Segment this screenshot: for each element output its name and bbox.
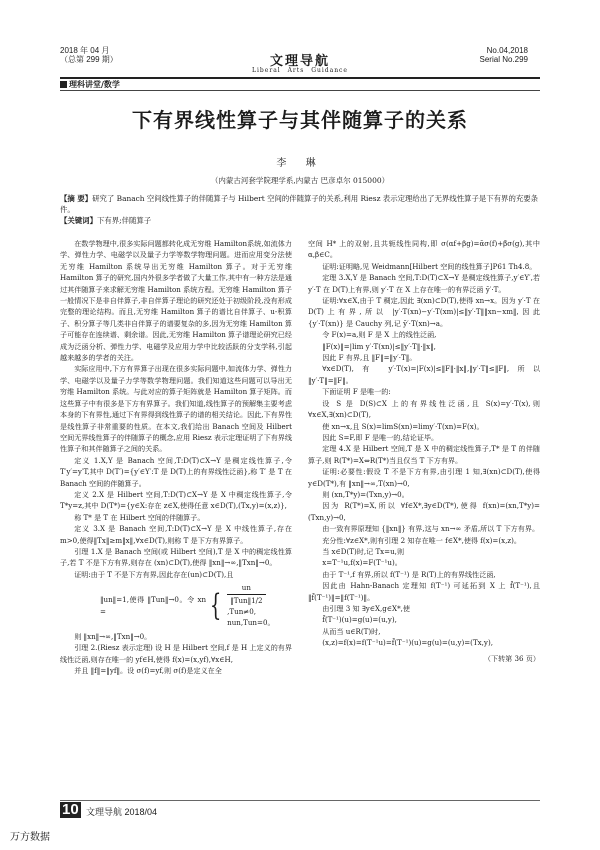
keywords-text: 下有界;伴随算子 bbox=[96, 216, 152, 225]
proof-1-end: 则 ‖xn‖→∞,‖Txn‖→0。 bbox=[74, 631, 152, 641]
body-left-column bbox=[60, 238, 292, 676]
lemma-2: 引理 2.(Riesz 表示定理) 设 H 是 Hilbert 空间,f 是 H 上定义的有界线性泛函,则存在唯一的 yf∈H,使得 f(x)=(x,yf),∀x∈H, bbox=[60, 643, 292, 664]
section-square-icon bbox=[60, 81, 67, 88]
proof-4-line: f̄(T⁻¹)(u)=g(u)=(u,y), bbox=[322, 615, 397, 625]
fraction-denominator: ‖Tun‖1/2 bbox=[230, 595, 263, 605]
proof-3-line: 设 S 是 D(S)⊂X 上的有界线性泛函,且 S(x)=y′·T(x),则 ∀x∈X,∃(xn)⊂D(T), bbox=[308, 398, 540, 420]
lemma-2-cont: 并且 ‖f‖=‖yf‖。设 σ(f)=yf,则 σ(f)是定义在全 bbox=[74, 666, 222, 676]
definition-1: 定义 1.X,Y 是 Banach 空间,T:D(T)⊂X→Y 是稠定线性算子,令 T′y′=y′T,其中 D(T′)={y′∈Y′:T 是 D(T)上的有界线性泛函},称 T′ 是 T 在 Banach 空间的伴随算子。 bbox=[60, 455, 292, 488]
formula-lhs: ‖un‖=1,使得 ‖Tun‖→0。令 xn = bbox=[100, 595, 207, 616]
proof-4-line: (x,z)=f(x)=f(T⁻¹u)=f̄(T⁻¹)(u)=g(u)=(u,y)=(Tx,y), bbox=[322, 638, 493, 648]
lemma-2-end: 空间 H* 上的双射,且共轭线性同构,即 σ(αf+βg)=ᾱσ(f)+β̄σ(g),其中 α,β∈C。 bbox=[308, 239, 540, 260]
header-date: 2018 年 04 月 bbox=[60, 46, 110, 55]
formula-case-2: nun,Tun=0。 bbox=[227, 618, 275, 628]
header-number: No.04,2018 bbox=[486, 46, 528, 55]
definition-2: 定义 2.X 是 Hilbert 空间,T:D(T)⊂X→Y 是 X 中稠定线性算子,令 T*y=z,其中 D(T*)={y∈X:存在 z∈X,使得任意 x∈D(T),(Tx,y)=(x,z)}, bbox=[60, 489, 292, 511]
header-rule bbox=[60, 77, 540, 79]
proof-3-line: ‖F(x)‖=|lim y′·T(xn)|≤‖y′·T‖·‖x‖, bbox=[322, 341, 436, 351]
body-right-column bbox=[308, 238, 540, 664]
definition-3: 定义 3.X 是 Banach 空间,T:D(T)⊂X→Y 是 X 中线性算子,存在 m>0,使得‖Tx‖≥m‖x‖,∀x∈D(T),则称 T 是下方有界算子。 bbox=[60, 524, 292, 545]
section-rule bbox=[60, 90, 540, 91]
section-label bbox=[60, 79, 120, 90]
fraction bbox=[227, 582, 265, 606]
proof-3-line: 因此 S=F,即 F 是唯一的,结论证毕。 bbox=[322, 432, 439, 442]
proof-4: 证明:必要性:假设 T 不是下方有界,由引理 1 知,∃(xn)⊂D(T),使得 y∈D(T*),有 ‖xn‖→∞,T(xn)→0, bbox=[308, 467, 540, 488]
paragraph: 在数学物理中,很多实际问题都转化成无穷维 Hamilton系统,如流体力学、弹性力学、电磁学以及量子力学等数学物理问题。进而应用变分法使无穷维 Hamilton 系统导出无穷维 Hamilton 算子。对于无穷维 Hamilton 算子的研究,国内外很多学者做了大量工作,其中有一种方法是通过其伴随算子来求解无穷维 Hamilton 系统方程。无穷维 Hamilton 算子一般情况下是非自伴算子,非自伴算子理论的研究还处于初级阶段,没有形成完整的理论结构。而且,无穷维 Hamilton 算子的谱比自伴算子、u-积算子、积分算子等几类非自伴算子的谱要复杂的多,因为无穷维 Hamilton 算子可能存在连续谱、剩余谱。因此,无穷维 Hamilton 算子谱理论研究已经成为泛函分析、弹性力学、电磁学及应用力学中比较活跃的分支学科,引起越来越多的学者的关注。 bbox=[60, 239, 292, 363]
article-affiliation: （内蒙古河套学院理学系,内蒙古 巴彦卓尔 015000） bbox=[210, 176, 390, 185]
proof-4-line: 因此由 Hahn-Banach 定理知 f(T⁻¹) 可延拓到 X 上 f̄(T⁻¹),且 ‖f̄(T⁻¹)‖=‖f(T⁻¹)‖。 bbox=[308, 581, 540, 602]
proof-4-line: 因为 R(T*)=X,所以 ∀f∈X*,∃y∈D(T*),使得 f(xn)=(xn,T*y)=(Txn,y)→0, bbox=[308, 501, 540, 522]
case-condition: ,Tun≠0, bbox=[227, 607, 257, 616]
continued-note: （下转第 36 页） bbox=[483, 653, 540, 663]
proof-3-line: 令 F(x)=a,则 F 是 X 上的线性泛函, bbox=[322, 330, 437, 340]
abstract-block bbox=[60, 193, 540, 226]
section-text: 理科讲堂/数学 bbox=[69, 79, 120, 89]
abstract-text: 研究了 Banach 空间线性算子的伴随算子与 Hilbert 空间的伴随算子的关系,利用 Riesz 表示定理给出了无界线性算子是下有界的充要条件。 bbox=[60, 194, 539, 214]
fraction-numerator: un bbox=[227, 582, 265, 594]
lemma-1: 引理 1.X 是 Banach 空间(或 Hilbert 空间),T 是 X 中的稠定线性算子,若 T 不是下方有界,则存在 (xn)⊂D(T),使得 ‖xn‖→∞,‖Txn‖→0。 bbox=[60, 546, 292, 568]
proof-3-line: 因此 F 有界,且 ‖F‖=‖y′·T‖。 bbox=[322, 353, 417, 363]
proof-3-line: ∀x∈D(T),有 y′·T(x)=|F(x)|≤‖F‖·‖x‖,‖y′·T‖≤‖F‖,所以 ‖y′·T‖=‖F‖。 bbox=[308, 364, 540, 385]
theorem-4: 定理 4.X 是 Hilbert 空间,T 是 X 中的稠定线性算子,T* 是 T 的伴随算子,则 R(T*)=X⇔R(T*)当且仅当 T 下方有界。 bbox=[308, 444, 540, 465]
footer-rule bbox=[60, 800, 540, 801]
header-total-issue: （总第 299 期） bbox=[60, 55, 118, 64]
proof-4-line: 从而当 u∈R(T)时, bbox=[322, 626, 381, 636]
brace-symbol: { bbox=[209, 587, 222, 623]
magazine-subtitle: Liberal Arts Guidance bbox=[252, 67, 348, 74]
header-serial: Serial No.299 bbox=[479, 55, 528, 64]
proof-4-line: 充分性:∀z∈X*,则有引理 2 知存在唯一 f∈X*,使得 f(x)=(x,z)。 bbox=[322, 535, 521, 545]
proof-4-line: 当 x∈D(T)时,记 Tx=u,则 bbox=[322, 546, 405, 556]
definition-2-cont: 称 T* 是 T 在 Hilbert 空间的伴随算子。 bbox=[74, 512, 205, 522]
proof-2: 证明:证明略,见 Weidmann[Hilbert 空间的线性算子]P61 Th4.8。 bbox=[322, 261, 537, 271]
proof-3-line: 使 xn→x,且 S(x)=limS(xn)=limy′·T(xn)=F(x)。 bbox=[322, 421, 484, 431]
paragraph: 实际应用中,下方有界算子出现在很多实际问题中,如流体力学、弹性力学、电磁学以及量子力学等数学物理问题。我们知道这些问题可以导出无穷维 Hamilton 系统。与此对应的算子矩阵就是 Hamilton 算子矩阵。而这些算子中有很多是下方有界算子。我们知道,线性算子的预解集主要考虑本身的下有界性,通过下有界得到线性算子的谱的相关结论。因此,下有界性是线性算子非常重要的性质。在本文,我们给出 Banach 空间及 Hilbert 空间无界线性算子的伴随算子的概念,应用 Riesz 表示定理证明了下有界线性算子和其伴随算子之间的关系。 bbox=[60, 364, 292, 454]
proof-4-line: 由一致有界原理知 {‖xn‖} 有界,这与 xn→∞ 矛盾,所以 T 下方有界。 bbox=[322, 524, 540, 534]
abstract bbox=[60, 193, 540, 215]
footer-journal: 文理导航 2018/04 bbox=[86, 807, 158, 817]
keywords-label: 【关键词】 bbox=[60, 216, 97, 225]
proof-4-line: 由于 T⁻¹,f 有界,所以 f(T⁻¹) 是 R(T)上的有界线性泛函, bbox=[322, 569, 496, 579]
wanfang-watermark: 万方数据 bbox=[10, 832, 50, 843]
keywords bbox=[60, 215, 540, 226]
formula-case-1 bbox=[227, 582, 292, 617]
piecewise-formula bbox=[100, 582, 292, 629]
page-number: 10 bbox=[62, 801, 79, 818]
proof-4-line: 则 (xn,T*y)=(Txn,y)→0。 bbox=[322, 489, 409, 499]
article-author: 李 琳 bbox=[276, 158, 324, 169]
theorem-3: 定理 3.X,Y 是 Banach 空间,T:D(T)⊂X→Y 是稠定线性算子,y′∈Y′,若 y′·T 在 D(T)上有界,则 y′·T 在 X 上存在唯一的有界泛函 ȳ′·T。 bbox=[308, 273, 540, 294]
proof-1: 证明:由于 T 不是下方有界,因此存在(un)⊂D(T),且 bbox=[74, 569, 234, 579]
formula-cases bbox=[227, 582, 292, 629]
proof-4-line: x=T⁻¹u,f(x)=F(T⁻¹u)。 bbox=[322, 558, 402, 568]
magazine-title: 文理导航 bbox=[269, 54, 330, 69]
proof-3: 证明:∀x∈X,由于 T 稠定,因此 ∃(xn)⊂D(T),使得 xn→x。因为 y′·T 在 D(T)上有界,所以 |y′·T(xn)−y′·T(xm)|≤‖y′·T‖‖xn−xm‖,因此 {y′·T(xn)} 是 Cauchy 列,记 ȳ′·T(xn)→a。 bbox=[308, 296, 540, 328]
abstract-label: 【摘 要】 bbox=[60, 194, 93, 203]
proof-4-line: 由引理 3 知 ∃y∈X,g∈X*,使 bbox=[322, 604, 410, 613]
article-title: 下有界线性算子与其伴随算子的关系 bbox=[132, 108, 468, 132]
proof-3-line: 下面证明 F 是唯一的: bbox=[322, 387, 391, 397]
